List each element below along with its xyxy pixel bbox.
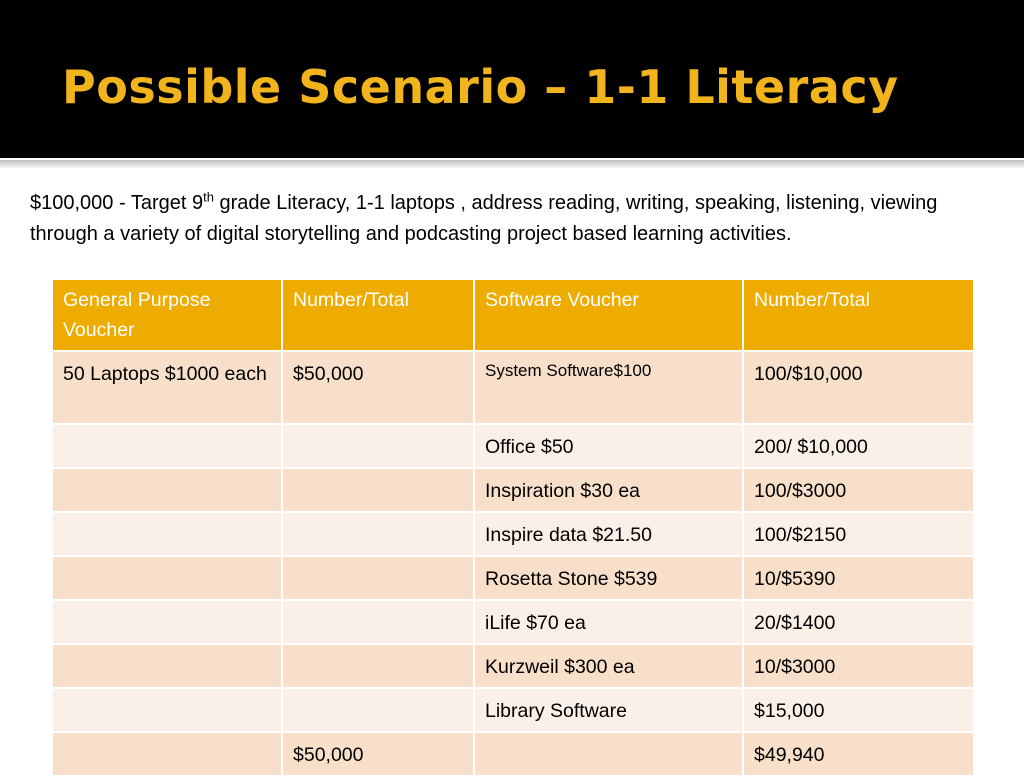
- table-cell: [52, 688, 282, 732]
- table-cell: 100/$2150: [743, 512, 974, 556]
- header-number-total: Number/Total: [282, 279, 474, 351]
- intro-paragraph: [30, 188, 980, 250]
- table-cell: [474, 732, 743, 776]
- header-general-purpose-voucher: General Purpose Voucher: [52, 279, 282, 351]
- table-cell: [282, 424, 474, 468]
- table-cell: 100/$10,000: [743, 351, 974, 424]
- table-cell: Inspire data $21.50: [474, 512, 743, 556]
- table-cell: $15,000: [743, 688, 974, 732]
- table-cell: [52, 512, 282, 556]
- table-header-row: [52, 279, 974, 351]
- slide-title: Possible Scenario – 1-1 Literacy: [62, 60, 899, 114]
- table-cell: [282, 512, 474, 556]
- intro-text-start: $100,000 - Target 9: [30, 192, 204, 214]
- table-cell: $50,000: [282, 351, 474, 424]
- table-cell: Office $50: [474, 424, 743, 468]
- table-cell: iLife $70 ea: [474, 600, 743, 644]
- table-cell: 10/$3000: [743, 644, 974, 688]
- table-row: [52, 424, 974, 468]
- table-cell: [282, 688, 474, 732]
- table-cell: System Software$100: [474, 351, 743, 424]
- software-total-cell: $49,940: [743, 732, 974, 776]
- intro-text-rest: grade Literacy, 1-1 laptops , address reading, writing, speaking, listening, viewing through a variety of digital storytelling and podcasting project based learning activities.: [30, 192, 938, 245]
- budget-table: [51, 278, 975, 777]
- table-cell: [282, 556, 474, 600]
- general-total-cell: $50,000: [282, 732, 474, 776]
- table-row: [52, 468, 974, 512]
- table-cell: [282, 644, 474, 688]
- table-cell: Inspiration $30 ea: [474, 468, 743, 512]
- table-totals-row: [52, 732, 974, 776]
- table-row: [52, 688, 974, 732]
- table-cell: [52, 732, 282, 776]
- table-row: [52, 556, 974, 600]
- table-cell: [52, 600, 282, 644]
- title-divider: [0, 160, 1024, 168]
- table-row: [52, 600, 974, 644]
- intro-superscript: th: [203, 189, 214, 205]
- table-cell: 50 Laptops $1000 each: [52, 351, 282, 424]
- table-cell: [52, 556, 282, 600]
- header-software-voucher: Software Voucher: [474, 279, 743, 351]
- table-cell: 20/$1400: [743, 600, 974, 644]
- table-row: [52, 644, 974, 688]
- header-number-total-software: Number/Total: [743, 279, 974, 351]
- table-row: [52, 351, 974, 424]
- table-cell: Library Software: [474, 688, 743, 732]
- table-cell: [52, 468, 282, 512]
- table-cell: 100/$3000: [743, 468, 974, 512]
- table-row: [52, 512, 974, 556]
- table-cell: Kurzweil $300 ea: [474, 644, 743, 688]
- table-cell: [52, 424, 282, 468]
- table-cell: 200/ $10,000: [743, 424, 974, 468]
- table-cell: Rosetta Stone $539: [474, 556, 743, 600]
- table-cell: [282, 468, 474, 512]
- table-cell: [282, 600, 474, 644]
- table-cell: 10/$5390: [743, 556, 974, 600]
- table-cell: [52, 644, 282, 688]
